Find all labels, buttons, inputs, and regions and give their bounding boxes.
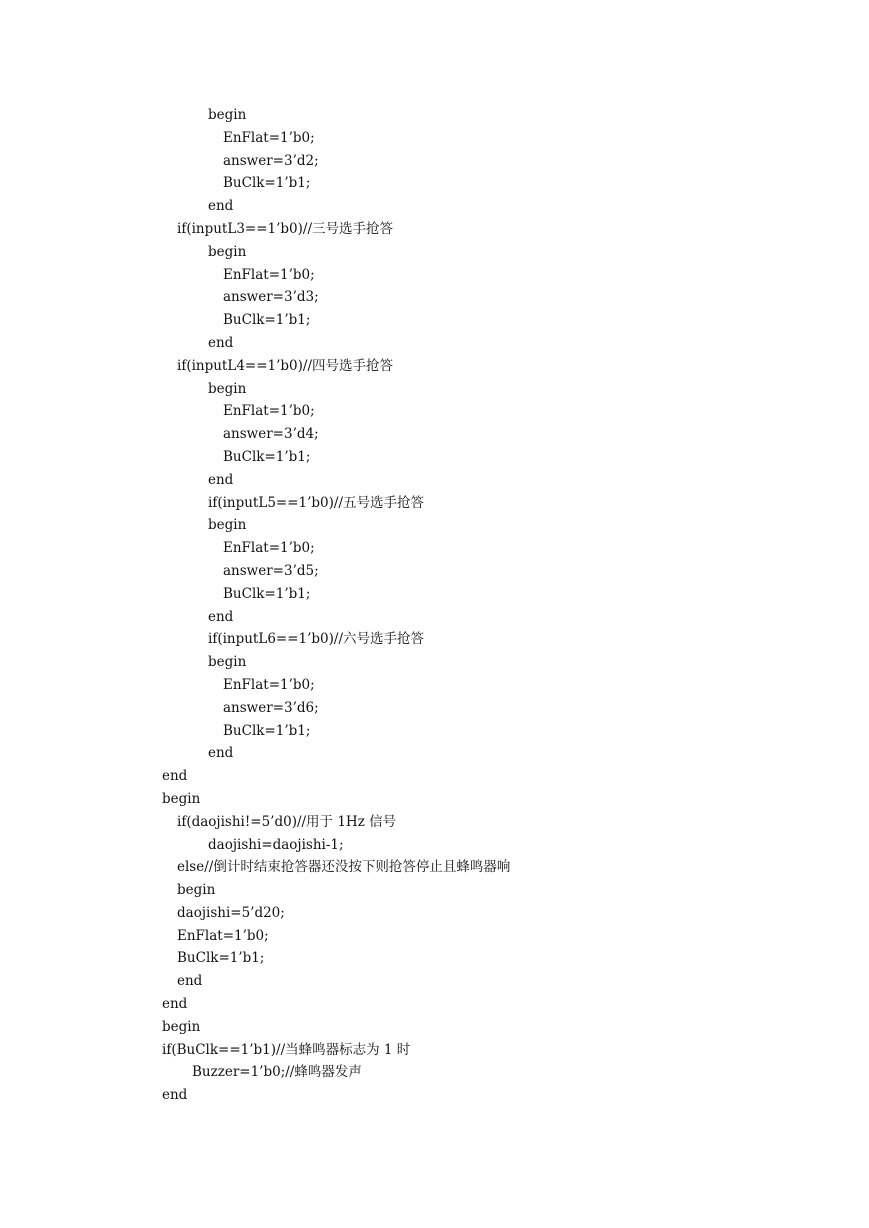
code-line: BuClk=1’b1; xyxy=(223,175,311,192)
code-line: EnFlat=1’b0; xyxy=(177,927,269,944)
code-line: end xyxy=(208,608,234,625)
code-line: if(inputL6==1’b0)//六号选手抢答 xyxy=(208,631,425,648)
code-line: daojishi=daojishi-1; xyxy=(208,836,344,853)
code-line: answer=3’d6; xyxy=(223,699,319,716)
code-line: end xyxy=(177,973,203,990)
code-line: begin xyxy=(208,380,247,397)
code-line: begin xyxy=(208,243,247,260)
code-line: if(inputL4==1’b0)//四号选手抢答 xyxy=(177,357,394,374)
code-line: BuClk=1’b1; xyxy=(223,722,311,739)
code-line: end xyxy=(208,745,234,762)
code-line: end xyxy=(208,198,234,215)
code-line: EnFlat=1’b0; xyxy=(223,129,315,146)
code-line: end xyxy=(162,1087,188,1104)
code-line: answer=3’d2; xyxy=(223,152,319,169)
code-line: begin xyxy=(208,517,247,534)
code-line: daojishi=5’d20; xyxy=(177,904,285,921)
code-line: begin xyxy=(162,1018,201,1035)
code-line: BuClk=1’b1; xyxy=(223,448,311,465)
code-line: end xyxy=(208,334,234,351)
code-line: BuClk=1’b1; xyxy=(223,585,311,602)
code-line: end xyxy=(162,996,188,1013)
code-line: answer=3’d3; xyxy=(223,289,319,306)
code-line: EnFlat=1’b0; xyxy=(223,540,315,557)
code-line: if(BuClk==1’b1)//当蜂鸣器标志为 1 时 xyxy=(162,1041,411,1058)
code-line: EnFlat=1’b0; xyxy=(223,676,315,693)
code-line: begin xyxy=(162,790,201,807)
code-line: answer=3’d5; xyxy=(223,562,319,579)
code-line: answer=3’d4; xyxy=(223,426,319,443)
code-line: BuClk=1’b1; xyxy=(177,950,265,967)
code-line: Buzzer=1’b0;//蜂鸣器发声 xyxy=(192,1064,362,1081)
code-line: if(inputL5==1’b0)//五号选手抢答 xyxy=(208,494,425,511)
code-line: begin xyxy=(208,654,247,671)
code-line: end xyxy=(208,471,234,488)
code-listing xyxy=(0,104,869,1107)
code-line: if(daojishi!=5’d0)//用于 1Hz 信号 xyxy=(177,813,397,830)
code-line: EnFlat=1’b0; xyxy=(223,403,315,420)
code-line: begin xyxy=(177,882,216,899)
code-line: begin xyxy=(208,107,247,123)
code-line: if(inputL3==1’b0)//三号选手抢答 xyxy=(177,220,394,237)
code-line: else//倒计时结束抢答器还没按下则抢答停止且蜂鸣器响 xyxy=(177,859,511,876)
code-line: EnFlat=1’b0; xyxy=(223,266,315,283)
code-line: end xyxy=(162,768,188,785)
code-line: BuClk=1’b1; xyxy=(223,312,311,329)
